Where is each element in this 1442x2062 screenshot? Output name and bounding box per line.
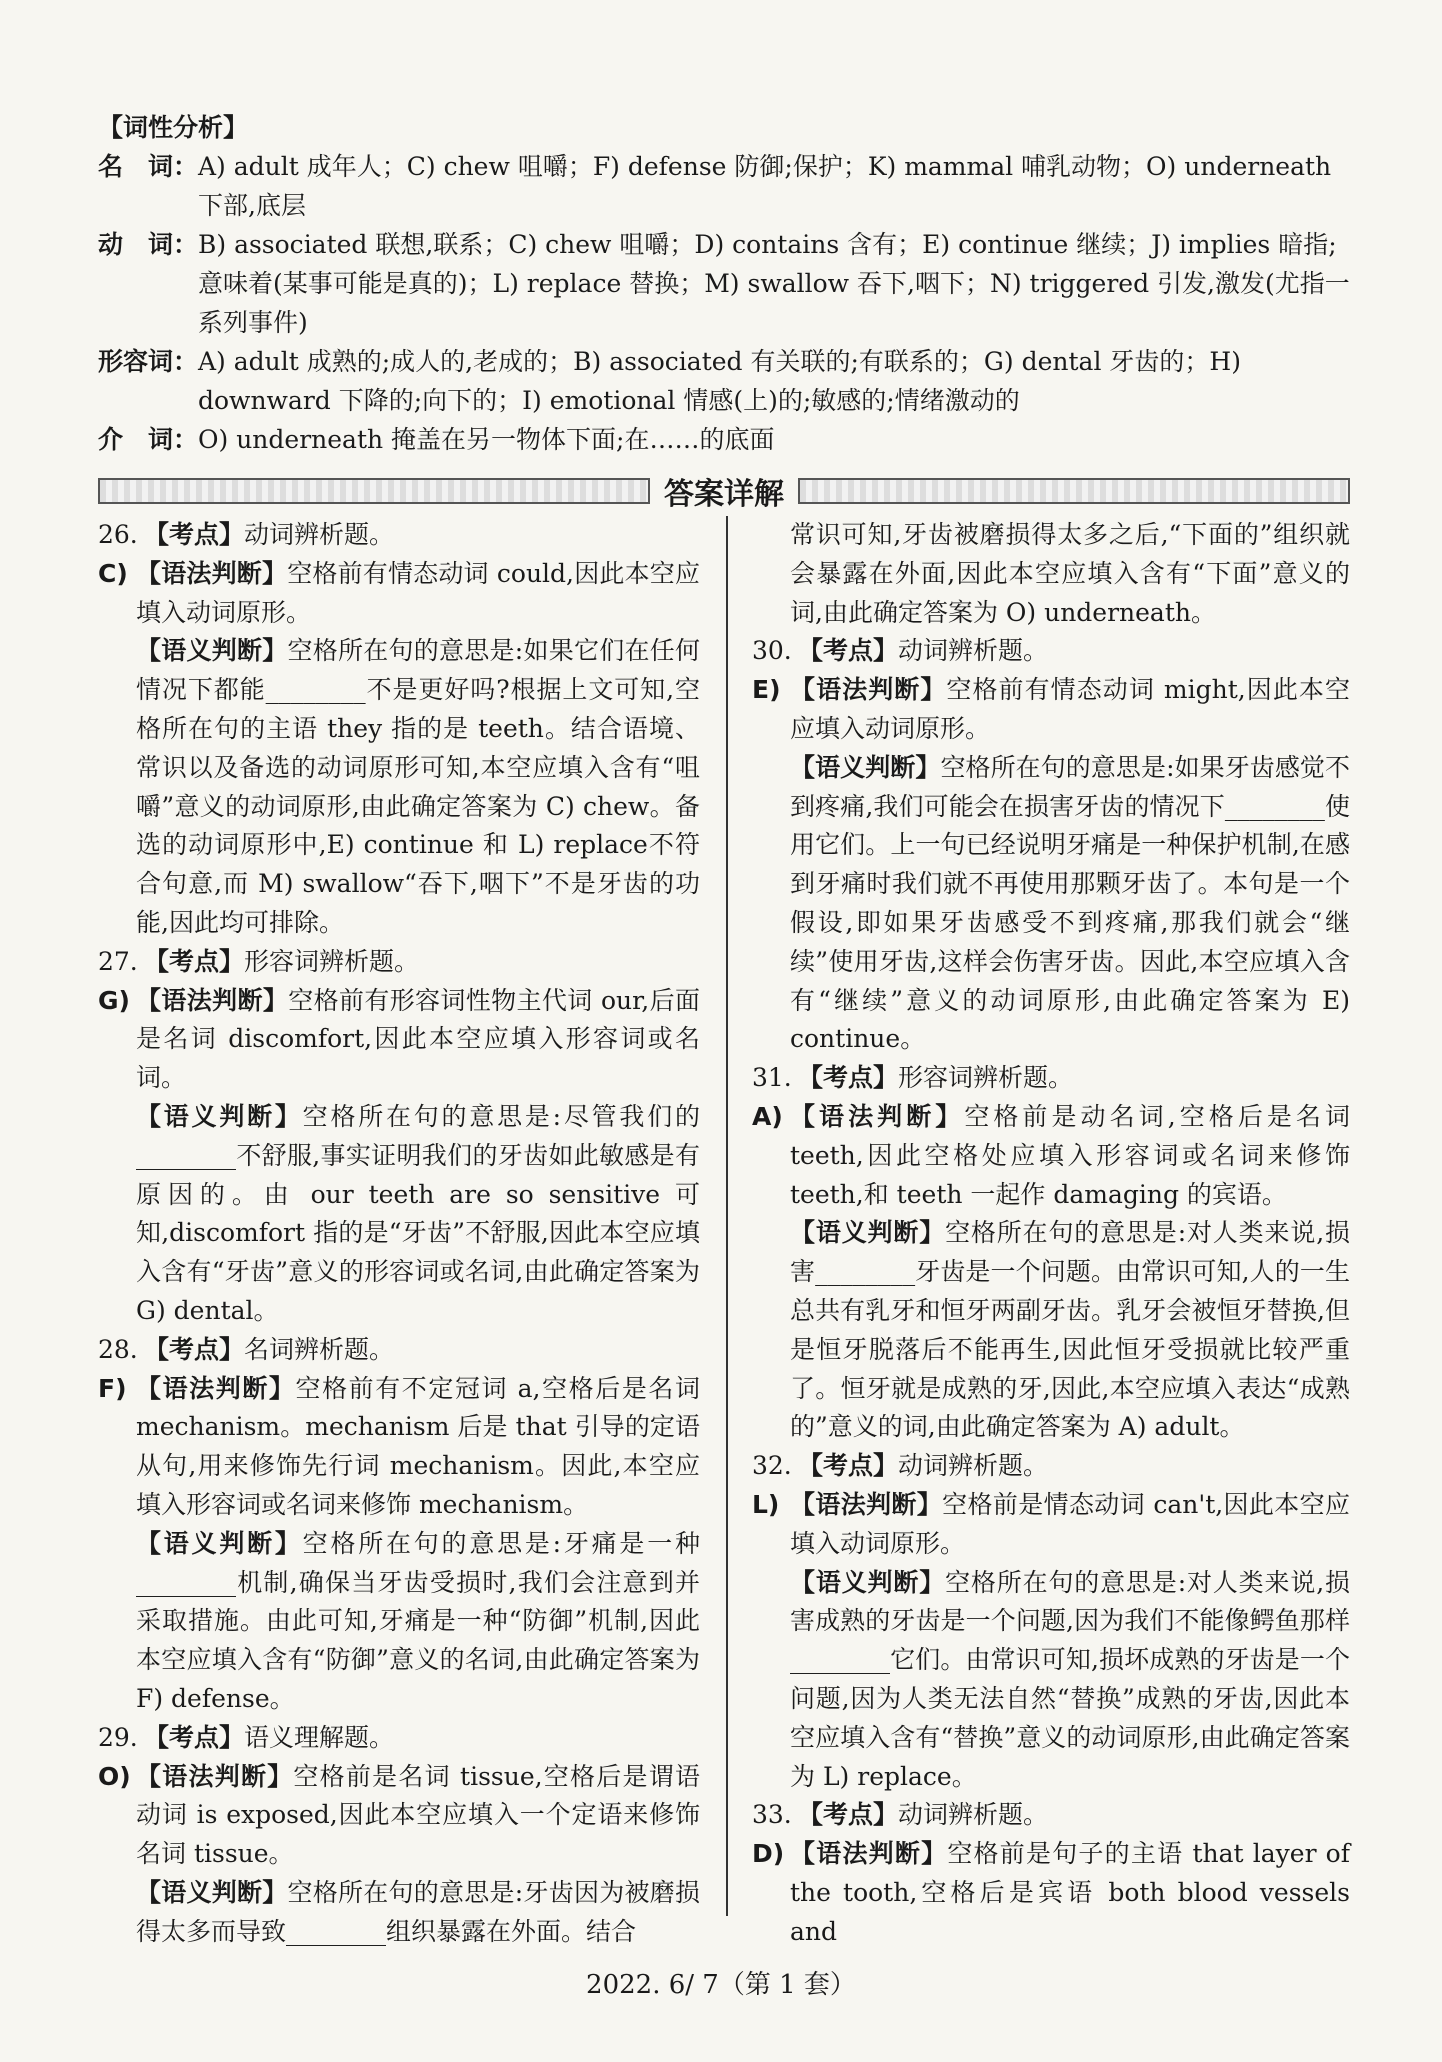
section-divider: [98, 474, 1350, 512]
grammar-text: 空格前有形容词性物主代词 our,后面是名词 discomfort,因此本空应填入形容词或名词。: [136, 985, 700, 1093]
grammar-text: 空格前是名词 tissue,空格后是谓语动词 is exposed,因此本空应填入一个定语来修饰名词 tissue。: [136, 1761, 700, 1869]
semantic-text: 空格所在句的意思是:对人类来说,损害成熟的牙齿是一个问题,因为我们不能像鳄鱼那样________它们。由常识可知,损坏成熟的牙齿是一个问题,因为人类无法自然“替换”成熟的牙齿,因此本空应填入含有“替换”意义的动词原形,由此确定答案为 L) replace。: [790, 1567, 1350, 1791]
question-number: 30.: [752, 636, 792, 666]
pos-noun: [98, 147, 1358, 225]
answer-letter: F): [98, 1373, 127, 1403]
question-heading: [752, 1447, 1350, 1486]
grammar-text: 空格前是动名词,空格后是名词 teeth,因此空格处应填入形容词或名词来修饰 teeth,和 teeth 一起作 damaging 的宾语。: [790, 1101, 1350, 1209]
kaodian-tag: 【考点】: [144, 520, 245, 549]
grammar-tag: 【语法判断】: [790, 1489, 943, 1519]
question-heading: [98, 943, 700, 982]
answer-block: [752, 1486, 1350, 1564]
answer-letter: G): [98, 985, 130, 1015]
semantic-tag: 【语义判断】: [136, 1101, 303, 1131]
grammar-text: 空格前有不定冠词 a,空格后是名词 mechanism。mechanism 后是 that 引导的定语从句,用来修饰先行词 mechanism。因此,本空应填入形容词或名词来修饰 mechanism。: [136, 1373, 700, 1519]
divider-bar-right: [798, 478, 1350, 504]
grammar-text: 空格前有情态动词 could,因此本空应填入动词原形。: [136, 558, 700, 627]
semantic-text: 空格所在句的意思是:对人类来说,损害________牙齿是一个问题。由常识可知,人的一生总共有乳牙和恒牙两副牙齿。乳牙会被恒牙替换,但是恒牙脱落后不能再生,因此恒牙受损就比较严重了。恒牙就是成熟的牙,因此,本空应填入表达“成熟的”意义的词,由此确定答案为 A) adult。: [790, 1218, 1350, 1442]
question-heading: [752, 632, 1350, 671]
grammar-text: 空格前有情态动词 might,因此本空应填入动词原形。: [790, 675, 1350, 743]
semantic-tag: 【语义判断】: [790, 1218, 946, 1248]
semantic-block: [752, 749, 1350, 1059]
semantic-tag: 【语义判断】: [136, 636, 288, 666]
answer-block: [98, 1370, 700, 1525]
kaodian-tag: 【考点】: [798, 1451, 899, 1481]
question-heading: [98, 516, 700, 555]
semantic-text: 空格所在句的意思是:牙齿因为被磨损得太多而导致________组织暴露在外面。结合: [136, 1877, 700, 1946]
kaodian-tag: 【考点】: [144, 946, 245, 976]
pos-verb: [98, 225, 1358, 342]
analysis-title: 【词性分析】: [98, 113, 249, 142]
semantic-block: [98, 1525, 700, 1719]
kaodian-tag: 【考点】: [798, 1063, 899, 1093]
semantic-block: [752, 1564, 1350, 1797]
pos-label: 动 词：: [98, 230, 199, 259]
question-number: 28.: [98, 1334, 138, 1364]
semantic-tag: 【语义判断】: [136, 1877, 288, 1907]
answer-block: [98, 982, 700, 1098]
semantic-block: [98, 1098, 700, 1331]
answer-block: [752, 1835, 1350, 1951]
kaodian-tag: 【考点】: [144, 1334, 245, 1364]
answer-letter: L): [752, 1489, 780, 1519]
grammar-text: 空格前是情态动词 can't,因此本空应填入动词原形。: [790, 1489, 1350, 1558]
question-heading: [752, 1059, 1350, 1098]
answer-letter: E): [752, 675, 781, 705]
grammar-tag: 【语法判断】: [136, 558, 288, 588]
semantic-text: 空格所在句的意思是:牙痛是一种________机制,确保当牙齿受损时,我们会注意到并采取措施。由此可知,牙痛是一种“防御”机制,因此本空应填入含有“防御”意义的名词,由此确定答案为 F) defense。: [136, 1528, 700, 1713]
grammar-tag: 【语法判断】: [136, 1373, 296, 1403]
pos-text: O) underneath 掩盖在另一物体下面;在……的底面: [198, 425, 775, 454]
pos-text: A) adult 成年人；C) chew 咀嚼；F) defense 防御;保护；K) mammal 哺乳动物；O) underneath 下部,底层: [198, 152, 1332, 220]
kaodian-text: 动词辨析题。: [898, 1800, 1049, 1830]
semantic-tag: 【语义判断】: [790, 752, 941, 782]
answer-block: [98, 1758, 700, 1874]
kaodian-tag: 【考点】: [798, 1800, 899, 1830]
section-title: 答案详解: [664, 477, 784, 512]
answer-letter: O): [98, 1761, 131, 1791]
pos-text: A) adult 成熟的;成人的,老成的；B) associated 有关联的;有联系的；G) dental 牙齿的；H) downward 下降的;向下的；I) emotional 情感(上)的;敏感的;情绪激动的: [198, 347, 1241, 415]
kaodian-text: 形容词辨析题。: [898, 1063, 1074, 1093]
semantic-text: 空格所在句的意思是:如果牙齿感觉不到疼痛,我们可能会在损害牙齿的情况下________使用它们。上一句已经说明牙痛是一种保护机制,在感到牙痛时我们就不再使用那颗牙齿了。本句是一个假设,即如果牙齿感受不到疼痛,那我们就会“继续”使用牙齿,这样会伤害牙齿。因此,本空应填入含有“继续”意义的动词原形,由此确定答案为 E) continue。: [790, 752, 1350, 1054]
grammar-tag: 【语法判断】: [136, 985, 289, 1015]
question-number: 32.: [752, 1451, 792, 1481]
kaodian-tag: 【考点】: [798, 636, 899, 666]
question-number: 27.: [98, 946, 138, 976]
question-number: 31.: [752, 1063, 792, 1093]
answer-letter: A): [752, 1101, 783, 1131]
kaodian-text: 动词辨析题。: [898, 636, 1049, 666]
kaodian-text: 语义理解题。: [244, 1722, 395, 1752]
kaodian-tag: 【考点】: [144, 1722, 245, 1752]
semantic-text: 空格所在句的意思是:尽管我们的________不舒服,事实证明我们的牙齿如此敏感是有原因的。由 our teeth are so sensitive 可知,discomfort 指的是“牙齿”不舒服,因此本空应填入含有“牙齿”意义的形容词或名词,由此确定答案为 G) dental。: [136, 1101, 700, 1325]
answer-block: [752, 1098, 1350, 1214]
semantic-text: 空格所在句的意思是:如果它们在任何情况下都能________不是更好吗?根据上文可知,空格所在句的主语 they 指的是 teeth。结合语境、常识以及备选的动词原形可知,本空应填入含有“咀嚼”意义的动词原形,由此确定答案为 C) chew。备选的动词原形中,E) continue 和 L) replace不符合句意,而 M) swallow“吞下,咽下”不是牙齿的功能,因此均可排除。: [136, 636, 700, 937]
semantic-block: [98, 632, 700, 942]
question-heading: [98, 1719, 700, 1758]
answer-letter: C): [98, 558, 128, 588]
semantic-continuation: 常识可知,牙齿被磨损得太多之后,“下面的”组织就会暴露在外面,因此本空应填入含有“下面”意义的词,由此确定答案为 O) underneath。: [790, 520, 1350, 627]
pos-text: B) associated 联想,联系；C) chew 咀嚼；D) contains 含有；E) continue 继续；J) implies 暗指;意味着(某事可能是真的)；L) replace 替换；M) swallow 吞下,咽下；N) triggered 引发,激发(尤指一系列事件): [198, 230, 1350, 337]
semantic-tag: 【语义判断】: [136, 1528, 303, 1558]
pos-label: 形容词：: [98, 347, 199, 376]
grammar-tag: 【语法判断】: [790, 1839, 948, 1869]
question-number: 26.: [98, 520, 138, 549]
grammar-tag: 【语法判断】: [790, 675, 947, 705]
grammar-tag: 【语法判断】: [790, 1101, 965, 1131]
answer-letter: D): [752, 1839, 785, 1869]
grammar-text: 空格前是句子的主语 that layer of the tooth,空格后是宾语 both blood vessels and: [790, 1839, 1350, 1946]
kaodian-text: 名词辨析题。: [244, 1334, 395, 1364]
answer-block: [98, 555, 700, 633]
question-number: 33.: [752, 1800, 792, 1830]
kaodian-text: 动词辨析题。: [244, 520, 395, 549]
question-heading: [752, 1796, 1350, 1835]
page-footer: 2022. 6/ 7（第 1 套）: [586, 1970, 856, 2000]
semantic-block: [98, 1874, 700, 1952]
right-column: [752, 516, 1350, 1951]
question-heading: [98, 1331, 700, 1370]
question-number: 29.: [98, 1722, 138, 1752]
column-divider: [726, 516, 728, 1916]
semantic-block: [752, 1214, 1350, 1447]
kaodian-text: 动词辨析题。: [898, 1451, 1049, 1481]
pos-preposition: [98, 420, 1358, 459]
pos-label: 名 词：: [98, 152, 199, 181]
divider-bar-left: [98, 478, 650, 504]
kaodian-text: 形容词辨析题。: [244, 946, 420, 976]
left-column: [98, 516, 700, 1951]
part-of-speech-analysis: [98, 108, 1358, 459]
answer-block: [752, 671, 1350, 749]
pos-label: 介 词：: [98, 425, 199, 454]
semantic-tag: 【语义判断】: [790, 1567, 946, 1597]
pos-adjective: [98, 342, 1358, 420]
grammar-tag: 【语法判断】: [136, 1761, 294, 1791]
